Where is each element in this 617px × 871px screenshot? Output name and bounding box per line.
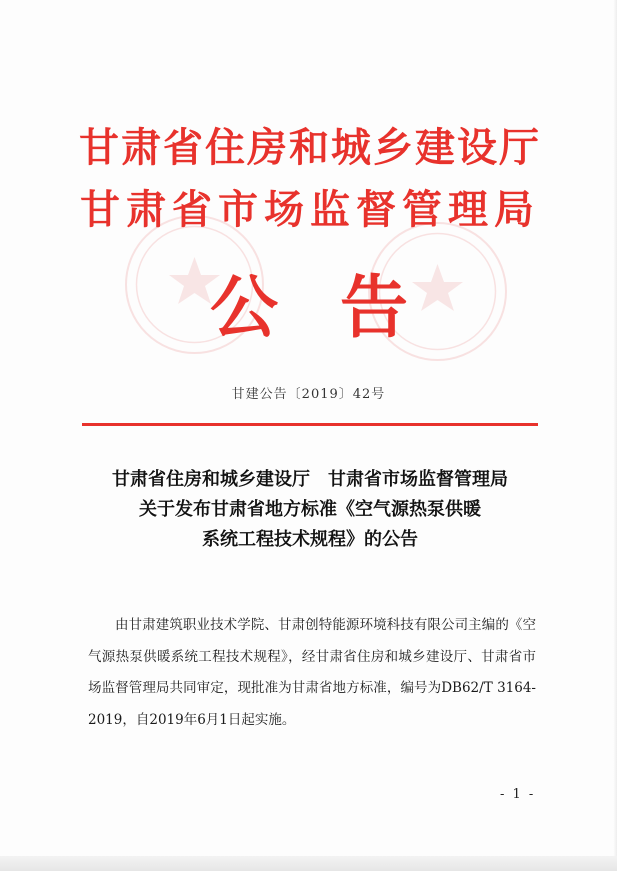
page-edge <box>613 0 617 871</box>
document-number: 甘建公告〔2019〕42号 <box>231 387 386 402</box>
body-paragraph: 由甘肃建筑职业技术学院、甘肃创特能源环境科技有限公司主编的《空气源热泵供暖系统工程技术规程》，经甘肃省住房和城乡建设厅、甘肃省市场监督管理局共同审定，现批准为甘肃省地方标准，编号为DB62/T 3164-2019，自2019年6月1日起实施。 <box>88 617 536 728</box>
announcement-heading <box>100 268 520 348</box>
issuer-header-housing: 甘肃省住房和城乡建设厅 <box>79 124 541 171</box>
title-line-3: 系统工程技术规程》的公告 <box>202 529 418 550</box>
announcement-char-1: 公 <box>210 268 279 348</box>
red-divider <box>82 423 538 426</box>
page-bottom-edge <box>0 856 617 871</box>
title-line-1: 甘肃省住房和城乡建设厅 甘肃省市场监督管理局 <box>112 469 508 490</box>
issuer-header-market: 甘肃省市场监督管理局 <box>80 186 540 233</box>
announcement-char-2: 告 <box>340 268 409 348</box>
document-title <box>60 465 560 555</box>
title-line-2: 关于发布甘肃省地方标准《空气源热泵供暖 <box>139 499 481 520</box>
page-number: - 1 - <box>500 787 536 802</box>
